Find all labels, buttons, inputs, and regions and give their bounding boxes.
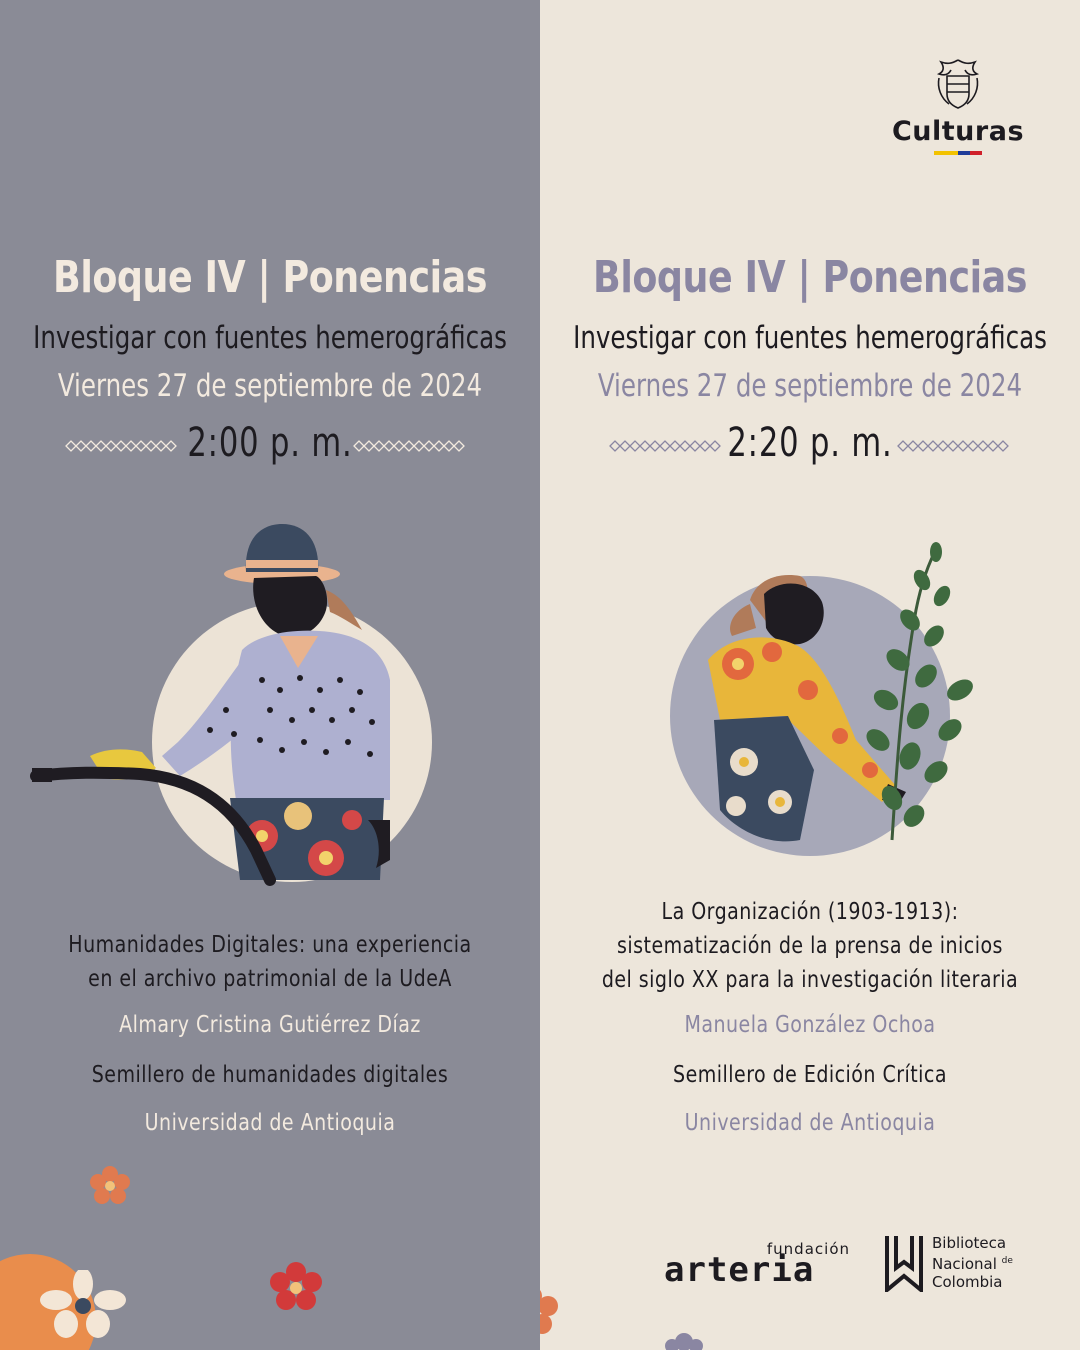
research-group: Semillero de humanidades digitales <box>91 1062 449 1088</box>
biblioteca-line3: Colombia <box>932 1273 1003 1291</box>
talk-title-line: Humanidades Digitales: una experiencia <box>68 932 472 958</box>
research-group: Semillero de Edición Crítica <box>673 1062 947 1088</box>
biblioteca-line2: Nacional <box>932 1255 997 1273</box>
block-title: Bloque IV | Ponencias <box>53 252 487 303</box>
speaker-name: Manuela González Ochoa <box>684 1012 936 1038</box>
culturas-logo <box>888 58 1028 155</box>
talk-title-line: del siglo XX para la investigación literaria <box>601 967 1019 993</box>
talk-title <box>562 895 1059 997</box>
flower-icon <box>540 1286 560 1338</box>
arteria-logo-main: arteria <box>664 1250 815 1290</box>
biblioteca-bookmark-icon <box>884 1234 924 1292</box>
talk-title <box>22 928 519 996</box>
biblioteca-nacional-logo <box>884 1232 1034 1294</box>
session-subtitle: Investigar con fuentes hemerográficas <box>33 320 507 356</box>
flower-icon <box>36 1270 130 1340</box>
culturas-wordmark: Culturas <box>891 116 1025 147</box>
session-date: Viernes 27 de septiembre de 2024 <box>57 368 483 404</box>
colombia-coat-of-arms-icon <box>933 58 983 112</box>
flower-icon <box>88 1166 132 1206</box>
woman-with-hose-illustration <box>30 520 450 890</box>
biblioteca-line2-suffix: de <box>1001 1256 1013 1266</box>
colombia-flag-stripe <box>934 151 982 155</box>
talk-title-line: La Organización (1903-1913): <box>661 899 959 925</box>
session-time: 2:00 p. m. <box>187 420 353 466</box>
university-name: Universidad de Antioquia <box>684 1110 936 1136</box>
fundacion-arteria-logo <box>664 1240 852 1288</box>
session-date: Viernes 27 de septiembre de 2024 <box>597 368 1023 404</box>
block-title: Bloque IV | Ponencias <box>593 252 1027 303</box>
session-subtitle: Investigar con fuentes hemerográficas <box>573 320 1047 356</box>
arteria-logo-top: fundación <box>766 1240 850 1258</box>
right-session-panel <box>540 0 1080 1350</box>
talk-title-line: sistematización de la prensa de inicios <box>617 933 1003 959</box>
university-name: Universidad de Antioquia <box>144 1110 396 1136</box>
diamond-chain-ornament <box>352 439 472 453</box>
talk-title-line: en el archivo patrimonial de la UdeA <box>88 966 452 992</box>
flower-icon <box>268 1262 324 1314</box>
woman-with-plant-illustration <box>660 540 990 860</box>
biblioteca-line1: Biblioteca <box>932 1234 1007 1252</box>
diamond-chain-ornament <box>896 439 1016 453</box>
session-time: 2:20 p. m. <box>727 420 893 466</box>
speaker-name: Almary Cristina Gutiérrez Díaz <box>119 1012 421 1038</box>
flower-icon <box>662 1330 706 1350</box>
